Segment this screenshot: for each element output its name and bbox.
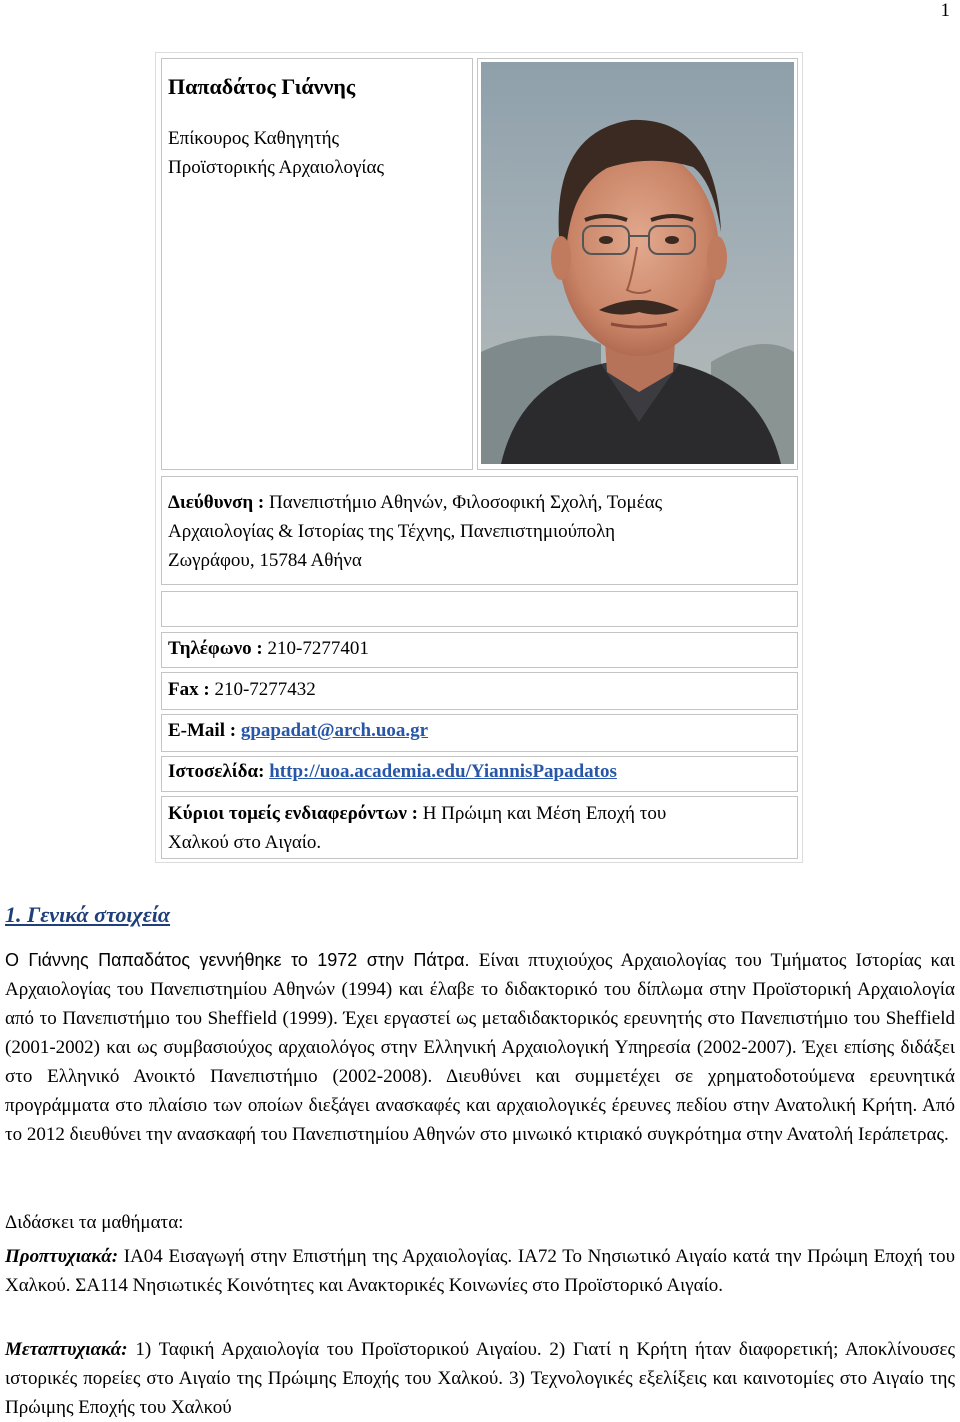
bio-paragraph [5, 946, 955, 1149]
phone-value: 210-7277401 [262, 638, 369, 659]
website-label: Ιστοσελίδα: [168, 761, 265, 782]
postgrad-paragraph [5, 1335, 955, 1422]
address-text-1: Πανεπιστήμιο Αθηνών, Φιλοσοφική Σχολή, Τομέας [264, 492, 663, 513]
fax-label: Fax : [168, 679, 210, 700]
undergrad-paragraph [5, 1242, 955, 1300]
title-line-1: Επίκουρος Καθηγητής [168, 128, 340, 149]
person-name: Παπαδάτος Γιάννης [168, 74, 356, 99]
email-link[interactable]: gpapadat@arch.uoa.gr [240, 720, 429, 741]
title-line-2: Προϊστορικής Αρχαιολογίας [168, 157, 385, 178]
name-cell [161, 58, 473, 470]
postgrad-label: Μεταπτυχιακά: [5, 1339, 128, 1360]
person-title [168, 124, 384, 182]
portrait-photo [481, 62, 794, 464]
page-number: 1 [940, 0, 950, 21]
fax-row [168, 679, 316, 701]
fax-value: 210-7277432 [209, 679, 316, 700]
undergrad-label: Προπτυχιακά: [5, 1246, 119, 1267]
interests-row [168, 799, 666, 857]
portrait-illustration [481, 62, 794, 464]
undergrad-text: ΙΑ04 Εισαγωγή στην Επιστήμη της Αρχαιολογίας. ΙΑ72 Το Νησιωτικό Αιγαίο κατά την Πρώιμη Εποχή του Χαλκού. ΣΑ114 Νησιωτικές Κοινότητες και Ανακτορικές Κοινωνίες στο Προϊστορικό Αιγαίο. [5, 1246, 955, 1296]
teaches-heading: Διδάσκει τα μαθήματα: [5, 1212, 184, 1233]
address-line-2: Αρχαιολογίας & Ιστορίας της Τέχνης, Πανεπιστημιούπολη [168, 521, 616, 542]
phone-row [168, 638, 369, 660]
phone-label: Τηλέφωνο : [168, 638, 263, 659]
postgrad-text: 1) Ταφική Αρχαιολογία του Προϊστορικού Αιγαίου. 2) Γιατί η Κρήτη ήταν διαφορετική; Αποκλίνουσες ιστορικές πορείες στο Αιγαίο της Πρώιμης Εποχής του Χαλκού. 3) Τεχνολογικές εξελίξεις και καινοτομίες στο Αιγαίο της Πρώιμης Εποχής του Χαλκού [5, 1339, 955, 1418]
interests-text-1: Η Πρώιμη και Μέση Εποχή του [417, 803, 667, 824]
bio-rest: Είναι πτυχιούχος Αρχαιολογίας του Τμήματος Ιστορίας και Αρχαιολογίας του Πανεπιστημίου Αθηνών (1994) και έλαβε το διδακτορικό του δίπλωμα στην Προϊστορική Αρχαιολογία από το Πανεπιστήμιο του Sheffield (1999). Έχει εργαστεί ως μεταδιδακτορικός ερευνητής στο Πανεπιστήμιο του Sheffield (2001-2002) και ως συμβασιούχος αρχαιολόγος στην Ελληνική Αρχαιολογική Υπηρεσία (2002-2007). Έχει επίσης διδάξει στο Ελληνικό Ανοικτό Πανεπιστήμιο (2002-2008). Διευθύνει και συμμετέχει σε χρηματοδοτούμενα ερευνητικά προγράμματα στο πλαίσιο των οποίων διεξάγει ανασκαφές και αρχαιολογικές έρευνες πεδίου στην Ανατολική Κρήτη. Από το 2012 διευθύνει την ανασκαφή του Πανεπιστημίου Αθηνών στο μινωικό κτιριακό συγκρότημα στην Ανατολή Ιεράπετρας. [5, 950, 955, 1145]
website-link[interactable]: http://uoa.academia.edu/YiannisPapadatos [269, 761, 617, 782]
email-row [168, 720, 428, 742]
blank-cell [161, 591, 798, 627]
address-block [168, 488, 793, 575]
address-line-1 [168, 488, 793, 517]
website-row [168, 761, 617, 783]
bio-first-sentence: Ο Γιάννης Παπαδάτος γεννήθηκε το 1972 στην Πάτρα. [5, 950, 470, 970]
section-title: 1. Γενικά στοιχεία [5, 902, 171, 927]
interests-label: Κύριοι τομείς ενδιαφερόντων : [168, 803, 418, 824]
interests-line-2: Χαλκού στο Αιγαίο. [168, 832, 322, 853]
address-line-3: Ζωγράφου, 15784 Αθήνα [168, 550, 362, 571]
address-label: Διεύθυνση : [168, 492, 265, 513]
email-label: E-Mail : [168, 720, 237, 741]
interests-line-1 [168, 799, 666, 828]
